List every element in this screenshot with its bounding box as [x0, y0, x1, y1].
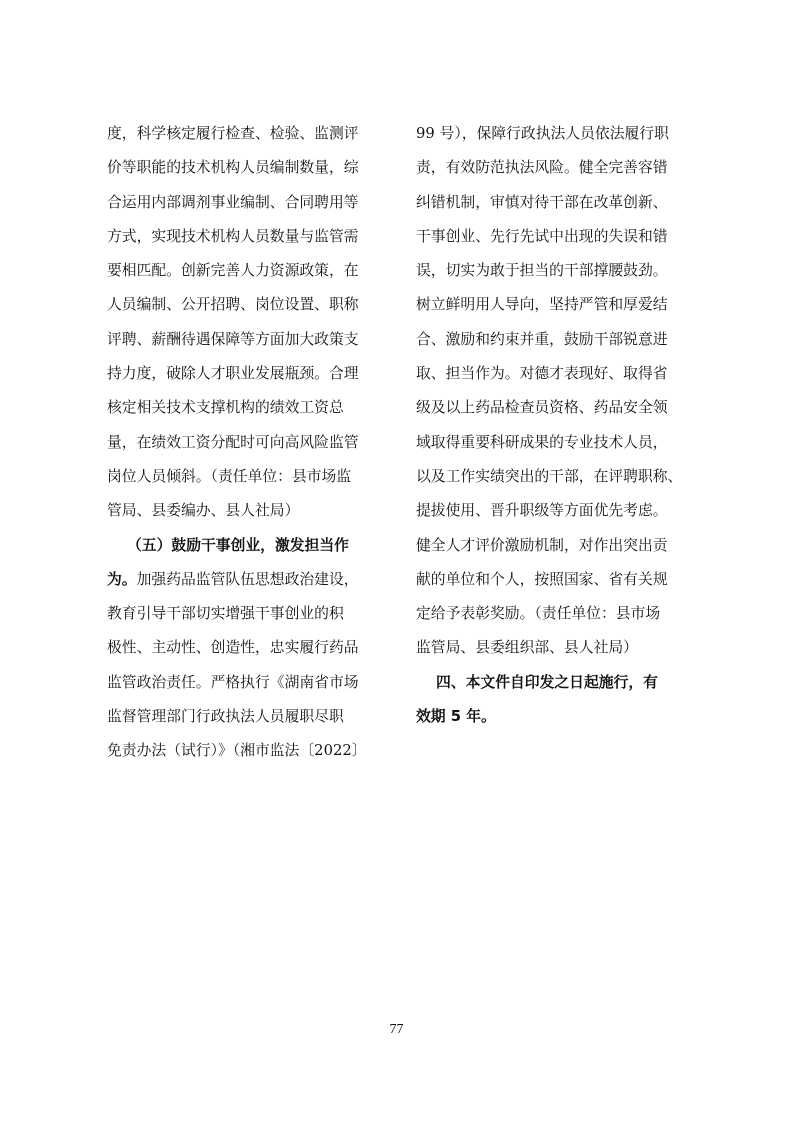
text-line	[416, 597, 696, 631]
line-text: 方式，实现技术机构人员数量与监管需	[107, 227, 359, 245]
text-line	[107, 288, 387, 322]
text-line	[416, 563, 696, 597]
text-line	[416, 323, 696, 357]
line-text: 极性、主动性、创造性，忠实履行药品	[107, 639, 359, 657]
bold-heading-text: 为。	[107, 570, 137, 588]
text-line	[107, 426, 387, 460]
left-column	[107, 117, 387, 769]
line-text: 献的单位和个人，按照国家、省有关规	[416, 570, 668, 588]
right-column	[416, 117, 696, 734]
text-line	[107, 117, 387, 151]
text-line	[107, 391, 387, 425]
text-line	[107, 151, 387, 185]
line-text: 纠错机制，审慎对待干部在改革创新、	[416, 193, 668, 211]
text-line	[107, 563, 387, 597]
line-text: 评聘、薪酬待遇保障等方面加大政策支	[107, 330, 359, 348]
line-text: 教育引导干部切实增强干事创业的积	[107, 605, 344, 623]
text-line	[107, 700, 387, 734]
text-line	[416, 391, 696, 425]
line-text: 树立鲜明用人导向，坚持严管和厚爱结	[416, 296, 668, 314]
text-line	[416, 117, 696, 151]
line-text: 提拔使用、晋升职级等方面优先考虑。	[416, 502, 668, 520]
line-text: 监督管理部门行政执法人员履职尽职	[107, 708, 344, 726]
line-text: 以及工作实绩突出的干部，在评聘职称、	[416, 467, 683, 485]
line-text: 管局、县委编办、县人社局）	[107, 502, 300, 520]
text-line	[107, 597, 387, 631]
text-line	[416, 254, 696, 288]
page-number: 77	[389, 1022, 404, 1037]
line-text: 要相匹配。创新完善人力资源政策，在	[107, 262, 359, 280]
line-text: 误，切实为敢于担当的干部撑腰鼓劲。	[416, 262, 668, 280]
text-line	[416, 288, 696, 322]
line-text: 责，有效防范执法风险。健全完善容错	[416, 159, 668, 177]
text-line	[107, 734, 387, 768]
text-line	[416, 186, 696, 220]
text-line	[416, 426, 696, 460]
line-text: 量，在绩效工资分配时可向高风险监管	[107, 433, 359, 451]
text-line	[107, 254, 387, 288]
text-line	[107, 631, 387, 665]
line-text: 免责办法（试行）》（湘市监法〔2022〕	[107, 742, 367, 760]
text-line	[107, 529, 387, 563]
line-text: 合运用内部调剂事业编制、合同聘用等	[107, 193, 359, 211]
bold-heading-text: （五）鼓励干事创业，激发担当作	[127, 536, 349, 554]
text-line	[107, 494, 387, 528]
line-text: 域取得重要科研成果的专业技术人员，	[416, 433, 668, 451]
text-line	[416, 529, 696, 563]
line-text: 人员编制、公开招聘、岗位设置、职称	[107, 296, 359, 314]
line-text: 监管政治责任。严格执行《湖南省市场	[107, 673, 359, 691]
text-line	[416, 631, 696, 665]
line-text: 度，科学核定履行检查、检验、监测评	[107, 125, 359, 142]
line-text: 定给予表彰奖励。（责任单位：县市场	[416, 605, 661, 623]
line-text: 加强药品监管队伍思想政治建设，	[136, 570, 359, 588]
line-text: 核定相关技术支撑机构的绩效工资总	[107, 399, 344, 417]
bold-heading-text: 效期 5 年。	[416, 708, 496, 726]
line-text: 岗位人员倾斜。（责任单位：县市场监	[107, 467, 352, 485]
line-text: 干事创业、先行先试中出现的失误和错	[416, 227, 668, 245]
text-line	[416, 151, 696, 185]
text-line	[416, 220, 696, 254]
line-text: 99 号），保障行政执法人员依法履行职	[416, 125, 669, 142]
text-line	[107, 666, 387, 700]
line-text: 合、激励和约束并重，鼓励干部锐意进	[416, 330, 668, 348]
text-line	[107, 357, 387, 391]
bold-heading-text: 四、本文件自印发之日起施行，有	[436, 673, 658, 691]
text-line	[416, 666, 696, 700]
text-line	[107, 220, 387, 254]
line-text: 价等职能的技术机构人员编制数量，综	[107, 159, 359, 177]
line-text: 健全人才评价激励机制，对作出突出贡	[416, 536, 668, 554]
text-line	[416, 494, 696, 528]
line-text: 持力度，破除人才职业发展瓶颈。合理	[107, 365, 359, 383]
line-text: 监管局、县委组织部、县人社局）	[416, 639, 638, 657]
line-text: 级及以上药品检查员资格、药品安全领	[416, 399, 668, 417]
text-line	[416, 460, 696, 494]
text-line	[416, 357, 696, 391]
line-text: 取、担当作为。对德才表现好、取得省	[416, 365, 668, 383]
text-line	[107, 323, 387, 357]
text-line	[107, 460, 387, 494]
text-line	[107, 186, 387, 220]
text-line	[416, 700, 696, 734]
